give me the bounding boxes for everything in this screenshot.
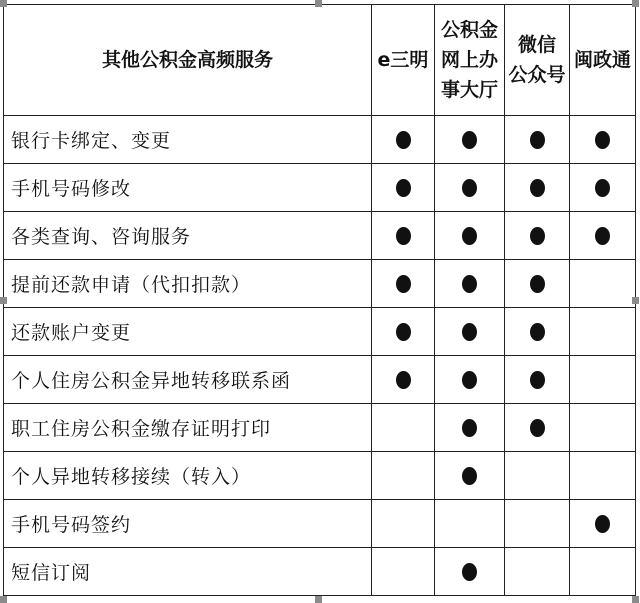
resize-handle-bottom-mid[interactable] [315, 596, 322, 603]
channel-availability-cell [570, 116, 636, 164]
available-dot-icon [462, 467, 477, 485]
service-name-cell: 个人住房公积金异地转移联系函 [4, 356, 372, 404]
channel-header-line: e三明 [377, 49, 429, 71]
available-dot-icon [530, 227, 545, 245]
channel-availability-cell [505, 164, 570, 212]
channel-availability-cell [505, 260, 570, 308]
channel-availability-cell [505, 212, 570, 260]
channel-availability-cell [372, 308, 435, 356]
table-body [4, 116, 636, 596]
channel-availability-cell [435, 164, 505, 212]
channel-availability-cell [570, 548, 636, 596]
resize-handle-mid-right[interactable] [632, 297, 639, 304]
channel-availability-cell [505, 452, 570, 500]
channel-availability-cell [372, 356, 435, 404]
channel-availability-cell [570, 500, 636, 548]
channel-availability-cell [372, 164, 435, 212]
available-dot-icon [530, 131, 545, 149]
resize-handle-top-right[interactable] [632, 0, 639, 7]
channel-header-e-sanming [372, 5, 435, 116]
available-dot-icon [396, 179, 411, 197]
resize-handle-bottom-right[interactable] [632, 596, 639, 603]
service-name-cell: 短信订阅 [4, 548, 372, 596]
channel-availability-cell [505, 308, 570, 356]
channel-availability-cell [372, 404, 435, 452]
channel-availability-cell [570, 260, 636, 308]
channel-availability-cell [570, 164, 636, 212]
service-name-cell: 职工住房公积金缴存证明打印 [4, 404, 372, 452]
available-dot-icon [595, 515, 610, 533]
channel-availability-cell [435, 452, 505, 500]
channel-header-online-hall [435, 5, 505, 116]
channel-header-wechat [505, 5, 570, 116]
table-row [4, 548, 636, 596]
channel-header-line: 事大厅 [440, 79, 498, 101]
available-dot-icon [462, 227, 477, 245]
available-dot-icon [595, 179, 610, 197]
available-dot-icon [462, 323, 477, 341]
available-dot-icon [396, 323, 411, 341]
service-name-cell: 手机号码签约 [4, 500, 372, 548]
available-dot-icon [530, 419, 545, 437]
channel-header-line: 网上办 [440, 49, 498, 71]
channel-availability-cell [435, 356, 505, 404]
channel-availability-cell [505, 500, 570, 548]
channel-availability-cell [372, 260, 435, 308]
channel-availability-cell [505, 356, 570, 404]
available-dot-icon [462, 371, 477, 389]
table-row [4, 164, 636, 212]
service-name-cell: 银行卡绑定、变更 [4, 116, 372, 164]
available-dot-icon [462, 179, 477, 197]
resize-handle-top-left[interactable] [0, 0, 7, 7]
service-name-cell: 还款账户变更 [4, 308, 372, 356]
channel-availability-cell [435, 116, 505, 164]
channel-header-line: 闽政通 [573, 49, 631, 71]
available-dot-icon [396, 371, 411, 389]
channel-availability-cell [570, 452, 636, 500]
channel-availability-cell [570, 308, 636, 356]
channel-availability-cell [372, 116, 435, 164]
channel-availability-cell [505, 548, 570, 596]
available-dot-icon [462, 275, 477, 293]
channel-header-minzhengtong [570, 5, 636, 116]
resize-handle-mid-left[interactable] [0, 297, 7, 304]
table-row [4, 212, 636, 260]
table-row [4, 260, 636, 308]
available-dot-icon [396, 275, 411, 293]
available-dot-icon [530, 323, 545, 341]
service-name-cell: 个人异地转移接续（转入） [4, 452, 372, 500]
channel-availability-cell [570, 356, 636, 404]
table-row [4, 308, 636, 356]
service-name-cell: 提前还款申请（代扣扣款） [4, 260, 372, 308]
available-dot-icon [595, 131, 610, 149]
channel-availability-cell [372, 452, 435, 500]
available-dot-icon [595, 227, 610, 245]
channel-availability-cell [505, 404, 570, 452]
service-column-header: 其他公积金高频服务 [4, 5, 372, 116]
service-name-cell: 各类查询、咨询服务 [4, 212, 372, 260]
available-dot-icon [396, 131, 411, 149]
table-header-row [4, 5, 636, 116]
channel-availability-cell [372, 212, 435, 260]
table-row [4, 452, 636, 500]
available-dot-icon [530, 179, 545, 197]
channel-availability-cell [372, 548, 435, 596]
channel-availability-cell [435, 260, 505, 308]
channel-availability-cell [435, 212, 505, 260]
service-channel-table [3, 4, 636, 596]
channel-availability-cell [372, 500, 435, 548]
service-name-cell: 手机号码修改 [4, 164, 372, 212]
channel-availability-cell [570, 212, 636, 260]
table-row [4, 116, 636, 164]
channel-header-line: 公众号 [508, 64, 566, 86]
channel-availability-cell [570, 404, 636, 452]
available-dot-icon [396, 227, 411, 245]
channel-availability-cell [435, 308, 505, 356]
table-row [4, 500, 636, 548]
available-dot-icon [530, 371, 545, 389]
channel-availability-cell [435, 500, 505, 548]
available-dot-icon [462, 563, 477, 581]
table-row [4, 356, 636, 404]
channel-availability-cell [435, 404, 505, 452]
resize-handle-top-mid[interactable] [315, 0, 322, 7]
available-dot-icon [462, 419, 477, 437]
channel-availability-cell [505, 116, 570, 164]
available-dot-icon [462, 131, 477, 149]
table-row [4, 404, 636, 452]
channel-header-line: 微信 [517, 34, 556, 56]
available-dot-icon [530, 275, 545, 293]
resize-handle-bottom-left[interactable] [0, 596, 7, 603]
channel-header-line: 公积金 [440, 19, 498, 41]
channel-availability-cell [435, 548, 505, 596]
